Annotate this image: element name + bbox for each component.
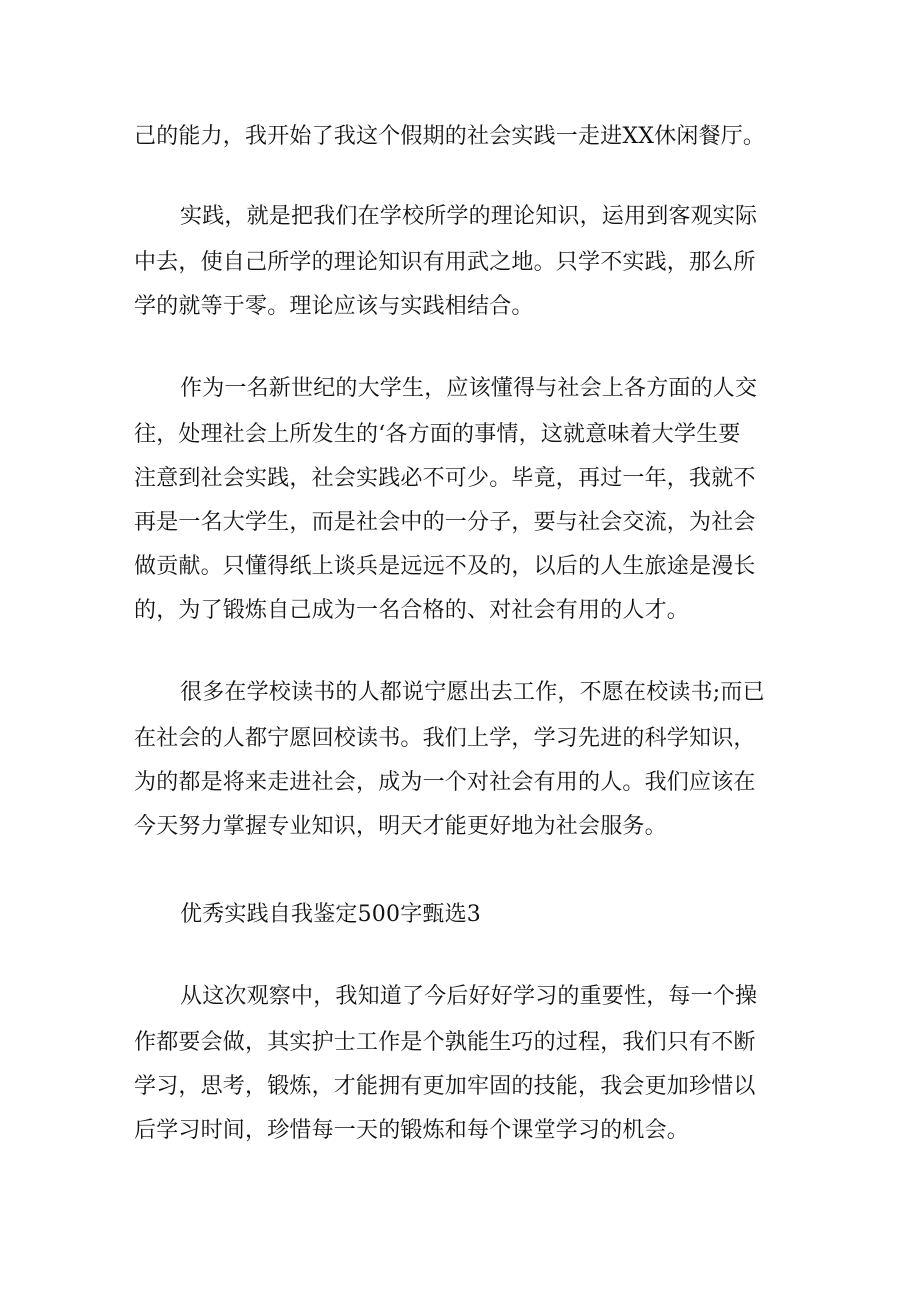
paragraph-2-line-3: 学的就等于零。理论应该与实践相结合。 bbox=[134, 294, 534, 319]
paragraph-5-line-4: 后学习时间，珍惜每一天的锻炼和每个课堂学习的机会。 bbox=[134, 1118, 690, 1143]
paragraph-4-line-3: 为的都是将来走进社会，成为一个对社会有用的人。我们应该在 bbox=[134, 770, 756, 795]
paragraph-5-line-1: 从这次观察中，我知道了今后好好学习的重要性，每一个操 bbox=[180, 984, 758, 1009]
section-heading: 优秀实践自我鉴定500字甄选3 bbox=[180, 902, 481, 927]
paragraph-3-line-2: 往，处理社会上所发生的‘各方面的事情，这就意味着大学生要 bbox=[134, 422, 741, 447]
paragraph-4-line-1: 很多在学校读书的人都说宁愿出去工作，不愿在校读书;而已 bbox=[180, 680, 765, 705]
paragraph-5-line-2: 作都要会做，其实护士工作是个孰能生巧的过程，我们只有不断 bbox=[134, 1030, 756, 1055]
paragraph-3-line-1: 作为一名新世纪的大学生，应该懂得与社会上各方面的人交 bbox=[180, 376, 758, 401]
paragraph-3-line-6: 的，为了锻炼自己成为一名合格的、对社会有用的人才。 bbox=[134, 598, 690, 623]
paragraph-3-line-4: 再是一名大学生，而是社会中的一分子，要与社会交流，为社会 bbox=[134, 510, 756, 535]
paragraph-1-line-1: 己的能力，我开始了我这个假期的社会实践一走进XX休闲餐厅。 bbox=[134, 124, 766, 149]
paragraph-2-line-1: 实践，就是把我们在学校所学的理论知识，运用到客观实际 bbox=[180, 204, 758, 229]
paragraph-3-line-3: 注意到社会实践，社会实践必不可少。毕竟，再过一年，我就不 bbox=[134, 466, 756, 491]
paragraph-2-line-2: 中去，使自己所学的理论知识有用武之地。只学不实践，那么所 bbox=[134, 250, 756, 275]
paragraph-4-line-4: 今天努力掌握专业知识，明天才能更好地为社会服务。 bbox=[134, 814, 667, 839]
paragraph-4-line-2: 在社会的人都宁愿回校读书。我们上学，学习先进的科学知识， bbox=[134, 726, 756, 751]
paragraph-5-line-3: 学习，思考，锻炼，才能拥有更加牢固的技能，我会更加珍惜以 bbox=[134, 1074, 756, 1099]
paragraph-3-line-5: 做贡献。只懂得纸上谈兵是远远不及的，以后的人生旅途是漫长 bbox=[134, 554, 756, 579]
